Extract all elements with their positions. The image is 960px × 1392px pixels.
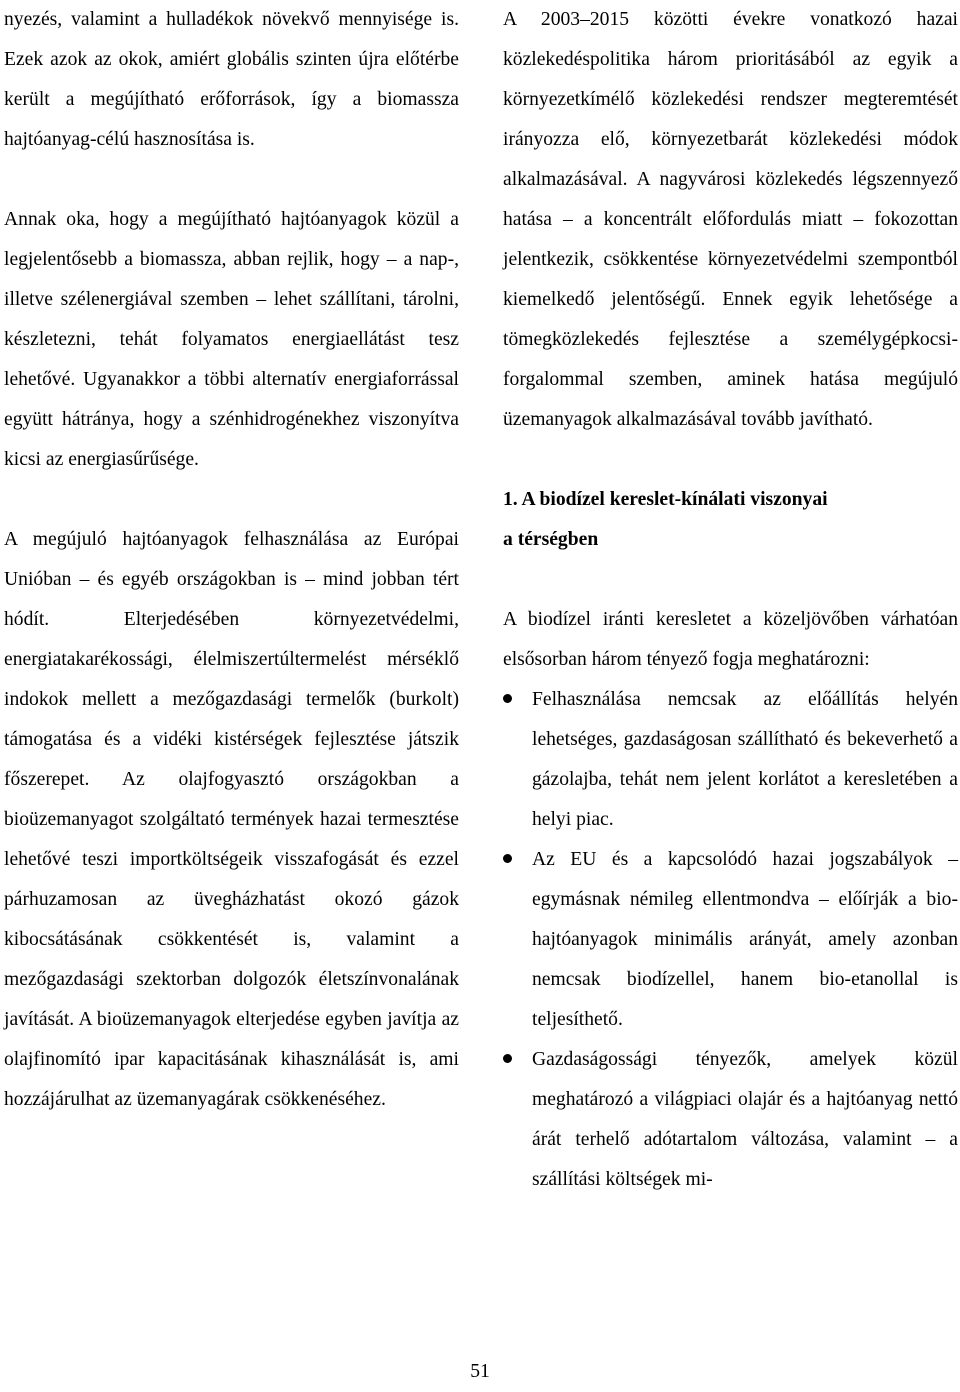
bullet-item: Az EU és a kapcsolódó hazai jogszabályok – egymásnak némileg ellentmondva – előírják a bio-hajtóanyagok minimális arányát, amely azonban nemcsak biodízellel, hanem bio-etanollal is teljesíthető.: [503, 840, 958, 1040]
section-heading: [503, 480, 958, 560]
paragraph: nyezés, valamint a hulladékok növekvő mennyisége is. Ezek azok az okok, amiért globális szinten újra előtérbe került a megújítható erőforrások, így a biomassza hajtóanyag-célú hasznosítása is.: [4, 9, 459, 150]
left-column: [4, 0, 459, 1160]
section-heading-line: a térségben: [503, 529, 599, 550]
right-column: [503, 0, 958, 1200]
bullet-item: Felhasználása nemcsak az előállítás helyén lehetséges, gazdaságosan szállítható és bekeverhető a gázolajba, tehát nem jelent korlátot a keresletében a helyi piac.: [503, 680, 958, 840]
bullet-list: [503, 680, 958, 1200]
paragraph: A biodízel iránti keresletet a közeljövőben várhatóan elsősorban három tényező fogja meghatározni:: [503, 609, 958, 670]
section-heading-line: 1. A biodízel kereslet-kínálati viszonyai: [503, 489, 828, 510]
paragraph: A 2003–2015 közötti évekre vonatkozó hazai közlekedéspolitika három prioritásából az egyik a környezetkímélő közlekedési rendszer megteremtését irányozza elő, környezetbarát közlekedési módok alkalmazásával. A nagyvárosi közlekedés légszennyező hatása – a koncentrált előfordulás miatt – fokozottan jelentkezik, csökkentése környezetvédelmi szempontból kiemelkedő jelentőségű. Ennek egyik lehetősége a tömegközlekedés fejlesztése a személygépkocsi-forgalommal szemben, aminek hatása megújuló üzemanyagok alkalmazásával tovább javítható.: [503, 9, 958, 430]
page-number: 51: [470, 1361, 490, 1382]
paragraph: Annak oka, hogy a megújítható hajtóanyagok közül a legjelentősebb a biomassza, abban rejlik, hogy – a nap-, illetve szélenergiával szemben – lehet szállítani, tárolni, készletezni, tehát folyamatos energiaellátást tesz lehetővé. Ugyanakkor a többi alternatív energiaforrással együtt hátránya, hogy a szénhidrogénekhez viszonyítva kicsi az energiasűrűsége.: [4, 209, 459, 470]
bullet-item: Gazdaságossági tényezők, amelyek közül meghatározó a világpiaci olajár és a hajtóanyag nettó árát terhelő adótartalom változása, valamint – a szállítási költségek mi-: [503, 1040, 958, 1200]
paragraph: A megújuló hajtóanyagok felhasználása az Európai Unióban – és egyéb országokban is – mind jobban tért hódít. Elterjedésében környezetvédelmi, energiatakarékossági, élelmiszertúltermelést mérséklő indokok mellett a mezőgazdasági termelők (burkolt) támogatása és a vidéki kistérségek fejlesztése játszik főszerepet. Az olajfogyasztó országokban a bioüzemanyagot szolgáltató termények hazai termesztése lehetővé teszi importköltségeik visszafogását és ezzel párhuzamosan az üvegházhatást okozó gázok kibocsátásának csökkentését is, valamint a mezőgazdasági szektorban dolgozók életszínvonalának javítását. A bioüzemanyagok elterjedése egyben javítja az olajfinomító ipar kapacitásának kihasználását is, ami hozzájárulhat az üzemanyagárak csökkenéséhez.: [4, 529, 459, 1110]
